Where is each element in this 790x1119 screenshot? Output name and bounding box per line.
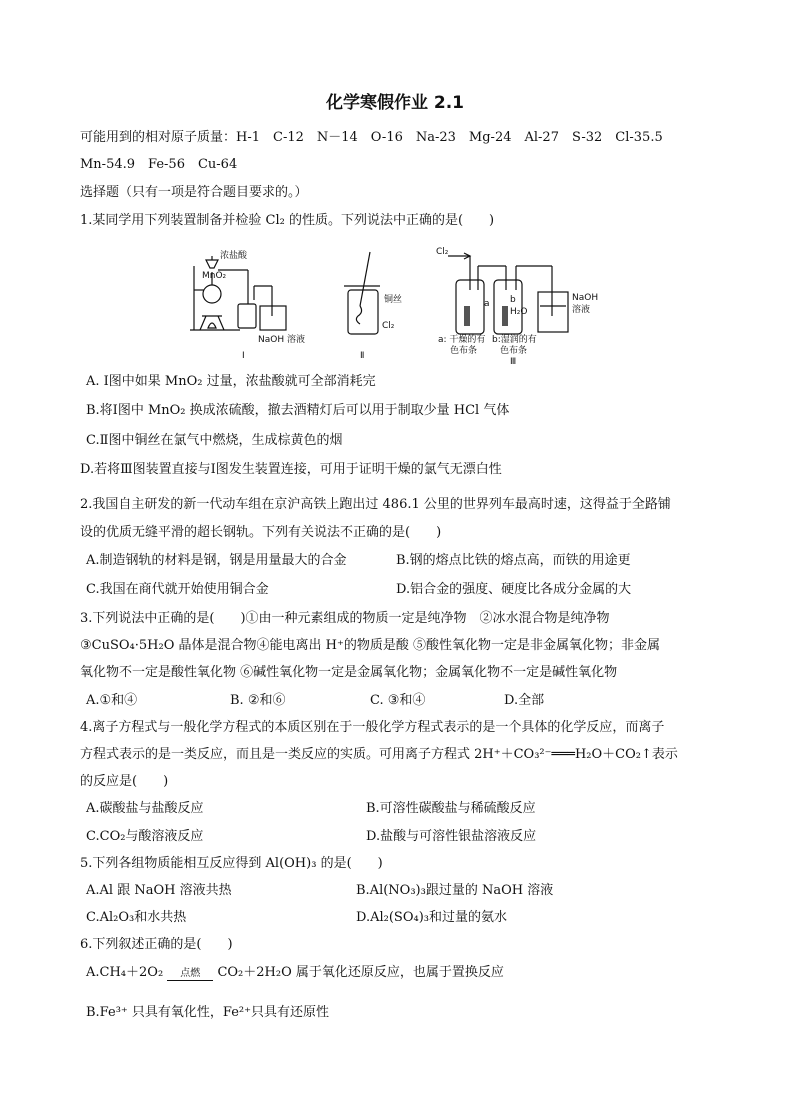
label-naoh-3b: 溶液	[572, 305, 591, 315]
section-heading: 选择题（只有一项是符合题目要求的。）	[80, 185, 308, 200]
label-naoh-3a: NaOH	[572, 293, 599, 303]
reaction-condition: 点燃	[167, 968, 213, 981]
q4-option-b: B.可溶性碳酸盐与稀硫酸反应	[366, 801, 536, 816]
q5-option-c: C.Al₂O₃和水共热	[86, 910, 187, 925]
q3-option-b: B. ②和⑥	[230, 693, 286, 708]
q6-a-reactants: A.CH₄＋2O₂	[86, 965, 164, 980]
q2-stem-2: 设的优质无缝平滑的超长钢轨。下列有关说法不正确的是( )	[80, 525, 442, 540]
atomic-masses-line-1: 可能用到的相对原子质量：H-1 C-12 N－14 O-16 Na-23 Mg-24 Al-27 S-32 Cl-35.5	[80, 130, 663, 145]
q4-option-a: A.碳酸盐与盐酸反应	[86, 801, 204, 816]
q2-option-c: C.我国在商代就开始使用铜合金	[86, 582, 269, 597]
q2-option-d: D.铝合金的强度、硬度比各成分金属的大	[396, 582, 632, 597]
q1-option-b: B.将Ⅰ图中 MnO₂ 换成浓硫酸，撤去酒精灯后可以用于制取少量 HCl 气体	[86, 403, 510, 418]
label-I: Ⅰ	[242, 351, 245, 361]
q3-option-a: A.①和④	[86, 693, 138, 708]
label-cu: 铜丝	[384, 295, 403, 305]
label-a: a	[484, 299, 490, 309]
q5-stem: 5.下列各组物质能相互反应得到 Al(OH)₃ 的是( )	[80, 856, 383, 871]
wet-cloth-strip	[502, 306, 508, 326]
q1-option-d: D.若将Ⅲ图装置直接与Ⅰ图发生装置连接，可用于证明干燥的氯气无漂白性	[80, 462, 502, 477]
q6-a-products: CO₂＋2H₂O 属于氧化还原反应，也属于置换反应	[217, 965, 504, 980]
naoh-beaker-3	[538, 292, 568, 332]
q1-option-c: C.Ⅱ图中铜丝在氯气中燃烧，生成棕黄色的烟	[86, 433, 343, 448]
q4-stem-1: 4.离子方程式与一般化学方程式的本质区别在于一般化学方程式表示的是一个具体的化学反应，而离子	[80, 720, 665, 735]
q5-option-a: A.Al 跟 NaOH 溶液共热	[86, 883, 232, 898]
label-cl2: Cl₂	[382, 321, 395, 331]
q6-option-b: B.Fe³⁺ 只具有氧化性，Fe²⁺只具有还原性	[86, 1005, 329, 1020]
q1-figure	[180, 246, 640, 370]
label-III: Ⅲ	[510, 357, 517, 366]
q4-option-d: D.盐酸与可溶性银盐溶液反应	[366, 829, 537, 844]
q2-option-a: A.制造钢轨的材料是钢，钢是用量最大的合金	[86, 553, 347, 568]
q4-option-c: C.CO₂与酸溶液反应	[86, 829, 204, 844]
dry-cloth-strip	[464, 306, 470, 326]
dropping-funnel	[206, 260, 218, 268]
round-flask	[203, 285, 221, 303]
q4-stem-2: 方程式表示的是一类反应，而且是一类反应的实质。可用离子方程式 2H⁺＋CO₃²⁻═══H₂O＋CO₂↑表示	[80, 747, 678, 762]
alcohol-lamp	[208, 323, 216, 328]
label-b: b	[510, 295, 516, 305]
atomic-masses-line-2: Mn-54.9 Fe-56 Cu-64	[80, 157, 238, 172]
q6-option-a	[86, 964, 504, 982]
label-mno2: MnO₂	[202, 271, 227, 281]
label-wet-1: b:湿润的有	[492, 335, 537, 345]
label-wet-2: 色布条	[500, 346, 528, 356]
label-h2o: H₂O	[510, 307, 528, 317]
label-naoh-1: NaOH 溶液	[258, 335, 305, 345]
gas-jar	[348, 290, 378, 334]
q3-stem-3: 氧化物不一定是酸性氧化物 ⑥碱性氧化物一定是金属氧化物；金属氧化物不一定是碱性氧化物	[80, 665, 618, 680]
naoh-beaker-1	[260, 306, 286, 330]
q1-stem: 1.某同学用下列装置制备并检验 Cl₂ 的性质。下列说法中正确的是( )	[80, 213, 495, 228]
page-title: 化学寒假作业 2.1	[325, 93, 465, 113]
label-hcl: 浓盐酸	[220, 251, 248, 261]
q5-option-d: D.Al₂(SO₄)₃和过量的氨水	[356, 910, 507, 925]
copper-wire	[360, 252, 370, 306]
q3-stem-1: 3.下列说法中正确的是( )①由一种元素组成的物质一定是纯净物 ②冰水混合物是纯净物	[80, 611, 610, 626]
q3-option-d: D.全部	[504, 693, 545, 708]
q6-stem: 6.下列叙述正确的是( )	[80, 937, 233, 952]
apparatus-diagram	[180, 246, 640, 366]
q2-option-b: B.钢的熔点比铁的熔点高，而铁的用途更	[396, 553, 631, 568]
q3-option-c: C. ③和④	[370, 693, 426, 708]
q3-stem-2: ③CuSO₄·5H₂O 晶体是混合物④能电离出 H⁺的物质是酸 ⑤酸性氧化物一定是非金属氧化物；非金属	[80, 638, 660, 653]
q2-stem-1: 2.我国自主研发的新一代动车组在京沪高铁上跑出过 486.1 公里的世界列车最高时速，这得益于全路铺	[80, 497, 671, 512]
label-dry-1: a: 干燥的有	[438, 335, 486, 345]
label-cl2-in: Cl₂	[436, 247, 449, 257]
wash-bottle	[238, 304, 256, 328]
label-dry-2: 色布条	[450, 346, 478, 356]
q1-option-a: A. Ⅰ图中如果 MnO₂ 过量，浓盐酸就可全部消耗完	[86, 374, 376, 389]
q5-option-b: B.Al(NO₃)₃跟过量的 NaOH 溶液	[356, 883, 554, 898]
label-II: Ⅱ	[360, 351, 365, 361]
q4-stem-3: 的反应是( )	[80, 774, 169, 789]
